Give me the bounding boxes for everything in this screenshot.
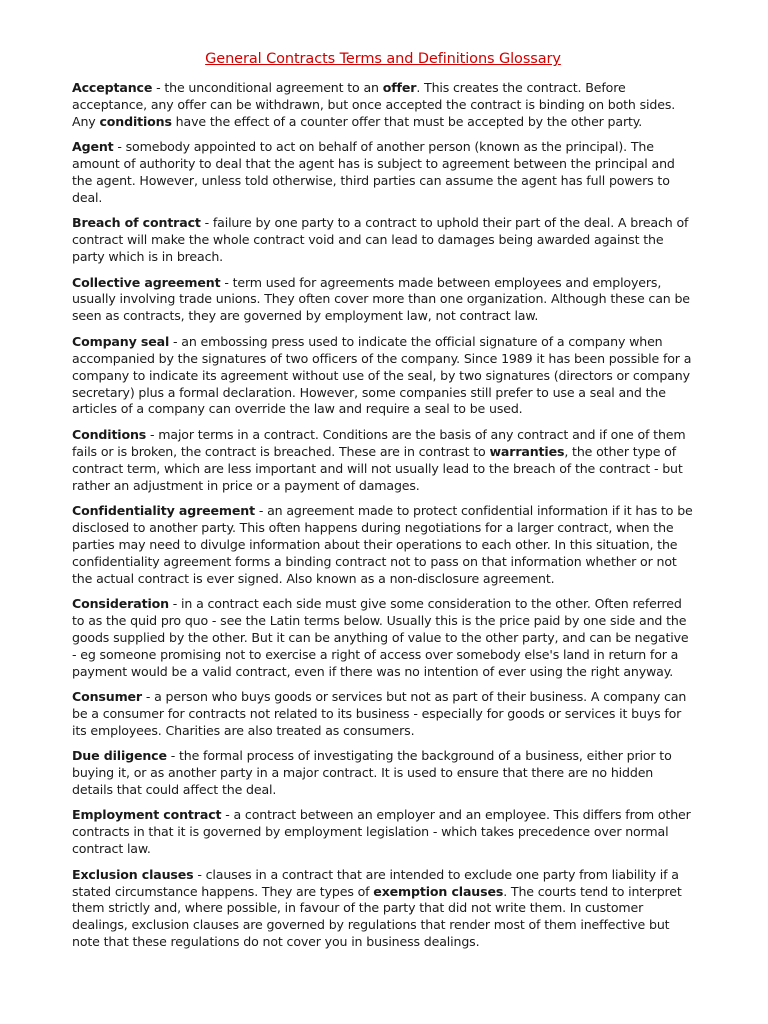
glossary-term: Collective agreement bbox=[72, 274, 221, 290]
glossary-entry bbox=[72, 503, 694, 588]
glossary-entry bbox=[72, 334, 694, 419]
glossary-entry bbox=[72, 867, 694, 952]
glossary-list bbox=[72, 80, 694, 951]
glossary-definition-text: have the effect of a counter offer that must be accepted by the other party. bbox=[171, 113, 643, 129]
glossary-keyword: conditions bbox=[99, 113, 172, 129]
glossary-definition-text: - an agreement made to protect confidential information if it has to be disclosed to another party. This often happens during negotiations for a larger contract, when the parties may need to divulge information about their operations to each other. In this situation, the confidentiality agreement forms a binding contract not to pass on that information whether or not the actual contract is ever signed. Also known as a non-disclosure agreement. bbox=[72, 502, 693, 586]
glossary-keyword: warranties bbox=[489, 443, 565, 459]
glossary-entry bbox=[72, 689, 694, 740]
glossary-term: Consideration bbox=[72, 595, 169, 611]
glossary-entry bbox=[72, 139, 694, 207]
glossary-definition-text: - an embossing press used to indicate the official signature of a company when accompanied by the signatures of two officers of the company. Since 1989 it has been possible for a company to indicate its agreement without use of the seal, by two signatures (directors or company secretary) plus a formal declaration. However, some companies still prefer to use a seal and the articles of a company can override the law and require a seal to be used. bbox=[72, 333, 692, 417]
document-page bbox=[72, 50, 694, 960]
glossary-definition-text: - failure by one party to a contract to uphold their part of the deal. A breach of contract will make the whole contract void and can lead to damages being awarded against the party which is in breach. bbox=[72, 215, 689, 265]
glossary-definition-text: - the formal process of investigating the background of a business, either prior to buying it, or as another party in a major contract. It is used to ensure that there are no hidden details that could affect the deal. bbox=[72, 748, 672, 798]
glossary-keyword: exemption clauses bbox=[373, 883, 504, 899]
glossary-definition-text: - the unconditional agreement to an bbox=[152, 80, 383, 95]
glossary-definition-text: , the other type of contract term, which are less important and will not usually lead to the breach of the contract - but rather an adjustment in price or a payment of damages. bbox=[72, 443, 683, 493]
glossary-term: Consumer bbox=[72, 689, 142, 704]
glossary-definition-text: - a person who buys goods or services but not as part of their business. A company can be a consumer for contracts not related to its business - especially for goods or services it buys for its employees. Charities are also treated as consumers. bbox=[72, 689, 687, 738]
glossary-definition-text: . The courts tend to interpret them strictly and, where possible, in favour of the party that did not write them. In customer dealings, exclusion clauses are governed by regulations that render most of them ineffective but note that these regulations do not cover you in business dealings. bbox=[72, 883, 682, 950]
glossary-term: Breach of contract bbox=[72, 215, 201, 231]
glossary-term: Employment contract bbox=[72, 807, 222, 823]
glossary-entry bbox=[72, 807, 694, 858]
glossary-definition-text: - somebody appointed to act on behalf of another person (known as the principal). The amount of authority to deal that the agent has is subject to agreement between the principal and the agent. However, unless told otherwise, third parties can assume the agent has full powers to deal. bbox=[72, 139, 675, 205]
glossary-entry bbox=[72, 748, 694, 799]
glossary-definition-text: - a contract between an employer and an employee. This differs from other contracts in that it is governed by employment legislation - which takes precedence over normal contract law. bbox=[72, 807, 691, 857]
glossary-definition-text: . This creates the contract. Before acceptance, any offer can be withdrawn, but once accepted the contract is binding on both sides. Any bbox=[72, 80, 676, 129]
glossary-term: Exclusion clauses bbox=[72, 866, 194, 882]
glossary-term: Due diligence bbox=[72, 748, 167, 764]
glossary-term: Confidentiality agreement bbox=[72, 502, 255, 518]
glossary-term: Company seal bbox=[72, 333, 170, 349]
glossary-keyword: offer bbox=[382, 80, 417, 95]
page-title: General Contracts Terms and Definitions Glossary bbox=[205, 51, 561, 67]
glossary-definition-text: - term used for agreements made between employees and employers, usually involving trade unions. They often cover more than one organization. Although these can be seen as contracts, they are governed by employment law, not contract law. bbox=[72, 274, 690, 324]
glossary-definition-text: - clauses in a contract that are intended to exclude one party from liability if a stated circumstance happens. They are types of bbox=[72, 866, 679, 899]
glossary-entry bbox=[72, 215, 694, 266]
glossary-entry bbox=[72, 427, 694, 495]
glossary-entry bbox=[72, 275, 694, 326]
glossary-entry bbox=[72, 80, 694, 131]
glossary-entry bbox=[72, 596, 694, 681]
glossary-term: Agent bbox=[72, 139, 114, 155]
glossary-definition-text: - major terms in a contract. Conditions are the basis of any contract and if one of them fails or is broken, the contract is breached. These are in contrast to bbox=[72, 426, 686, 459]
glossary-definition-text: - in a contract each side must give some consideration to the other. Often referred to as the quid pro quo - see the Latin terms below. Usually this is the price paid by one side and the goods supplied by the other. But it can be anything of value to the other party, and can be negative - eg someone promising not to exercise a right of access over somebody else's land in return for a payment would be a valid contract, even if there was no intention of ever using the right anyway. bbox=[72, 595, 689, 679]
glossary-term: Conditions bbox=[72, 426, 147, 442]
glossary-term: Acceptance bbox=[72, 80, 153, 95]
